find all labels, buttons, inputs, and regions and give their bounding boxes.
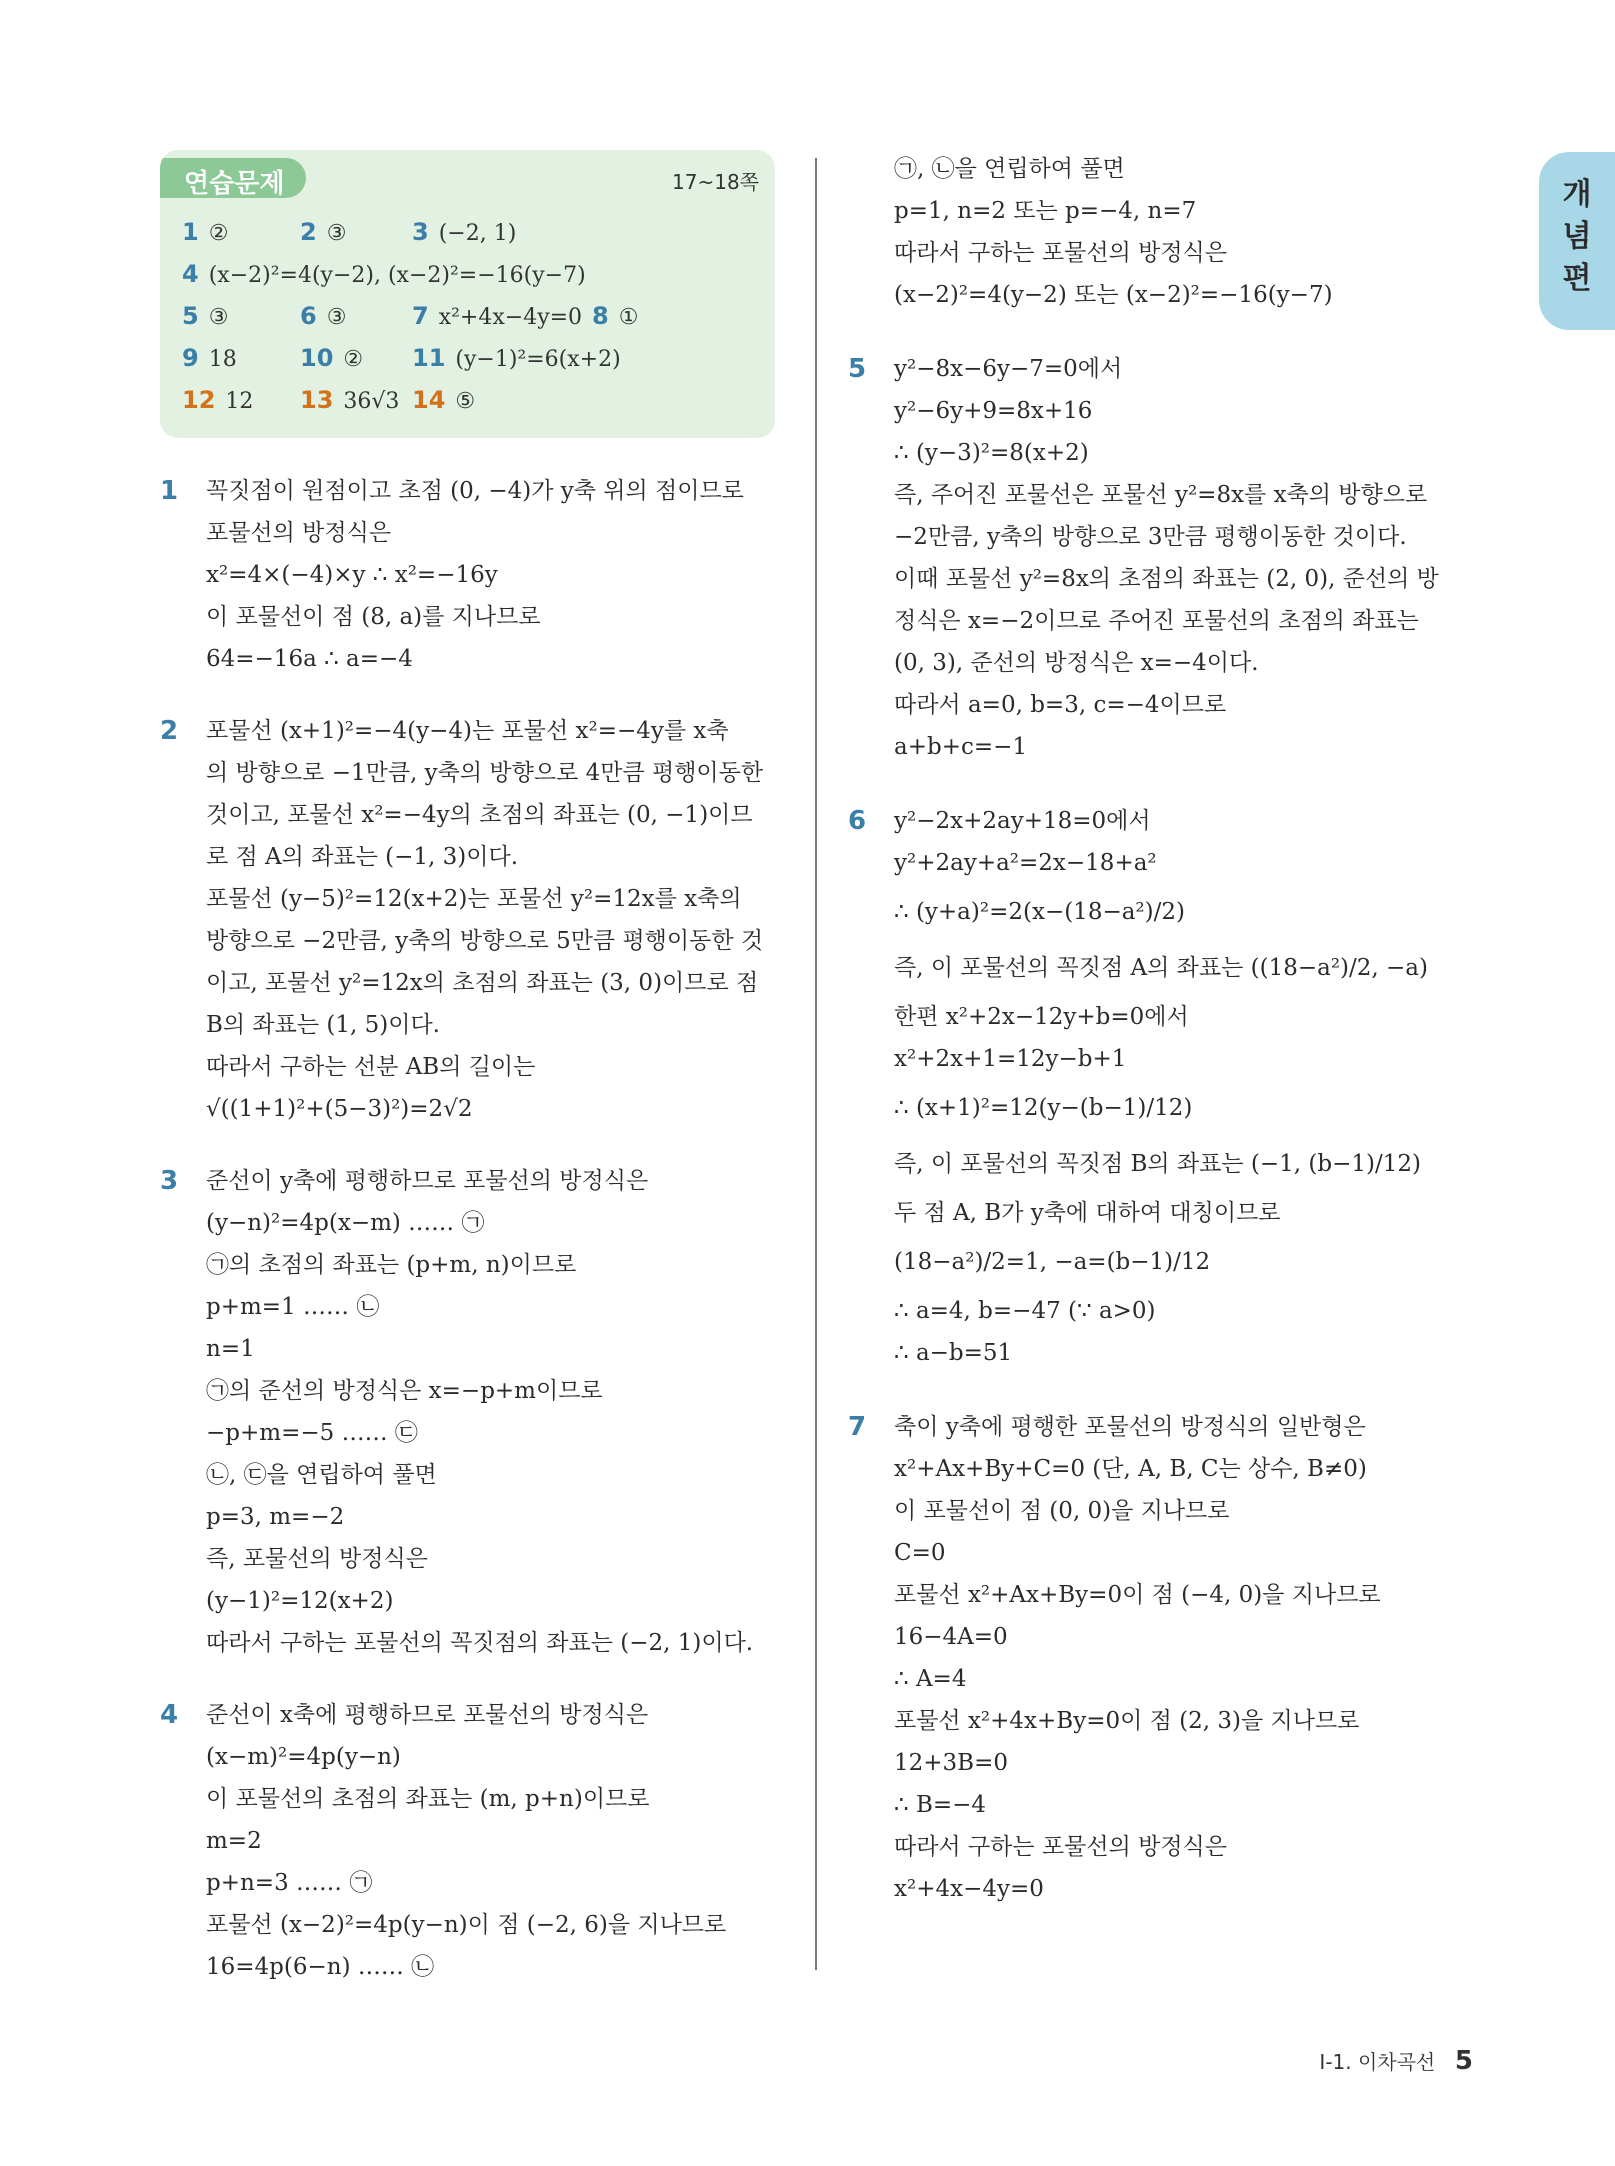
solution-line: 이고, 포물선 y²=12x의 초점의 좌표는 (3, 0)이므로 점 [206,970,759,996]
solution-body [894,1406,1488,1910]
answer-number: 13 [300,386,334,414]
solution-number: 4 [160,1700,179,1730]
answer-value: ③ [326,221,347,246]
solution-body [894,800,1488,1374]
answer-value: ② [343,347,364,372]
solution-line: p+m=1 …… ㉡ [206,1294,380,1320]
solution-line: 축이 y축에 평행한 포물선의 방정식의 일반형은 [894,1414,1366,1440]
solution-line: y²−8x−6y−7=0에서 [894,356,1123,382]
solution-line: x²+Ax+By+C=0 (단, A, B, C는 상수, B≠0) [894,1456,1367,1482]
solution-body [894,348,1488,768]
answer-item [412,298,582,336]
solution-number: 6 [848,806,867,836]
answer-value: ② [208,221,229,246]
solution-line: ∴ a=4, b=−47 (∵ a>0) [894,1298,1156,1324]
answer-value: 18 [208,347,237,372]
solution-line: (y−1)²=12(x+2) [206,1588,394,1614]
answer-value: ⑤ [455,389,476,414]
answer-value: (−2, 1) [438,221,517,246]
solution-line: ㉠의 초점의 좌표는 (p+m, n)이므로 [206,1252,577,1278]
solution-line: 정식은 x=−2이므로 주어진 포물선의 초점의 좌표는 [894,608,1419,634]
solution-line: (x−2)²=4(y−2) 또는 (x−2)²=−16(y−7) [894,282,1333,308]
solution-body [206,1160,780,1664]
solution-line: n=1 [206,1336,255,1362]
solution-line: 이때 포물선 y²=8x의 초점의 좌표는 (2, 0), 준선의 방 [894,566,1439,592]
answer-value: (x−2)²=4(y−2), (x−2)²=−16(y−7) [208,263,586,288]
solution-line: 이 포물선의 초점의 좌표는 (m, p+n)이므로 [206,1786,650,1812]
answer-value: (y−1)²=6(x+2) [455,347,621,372]
solution-line: 즉, 이 포물선의 꼭짓점 B의 좌표는 (−1, (b−1)/12) [894,1151,1421,1177]
practice-answer-box [160,150,775,438]
solution-line: 16−4A=0 [894,1624,1008,1650]
solution-line: 따라서 구하는 포물선의 방정식은 [894,1834,1227,1860]
answer-number: 4 [182,260,199,288]
solution-body [206,710,780,1130]
answer-number: 9 [182,344,199,372]
solution-line: ∴ a−b=51 [894,1340,1013,1366]
answer-number: 14 [412,386,446,414]
solution-body [206,1694,780,1988]
answer-item [300,214,346,252]
answer-number: 6 [300,302,317,330]
solution-line: 포물선 x²+4x+By=0이 점 (2, 3)을 지나므로 [894,1708,1360,1734]
page-number: 5 [1454,2046,1473,2076]
solution-line: ㉠의 준선의 방정식은 x=−p+m이므로 [206,1378,603,1404]
solution-line: 포물선의 방정식은 [206,520,392,546]
answer-item [182,382,253,420]
practice-title-tab [160,158,306,198]
answer-item [182,214,228,252]
answer-number: 5 [182,302,199,330]
answer-item [412,214,516,252]
answer-item [300,298,346,336]
solution-line: 꼭짓점이 원점이고 초점 (0, −4)가 y축 위의 점이므로 [206,478,744,504]
solution-number: 3 [160,1166,179,1196]
practice-page-range: 17~18쪽 [672,170,759,194]
section-side-tab [1539,152,1615,330]
solution-line: 로 점 A의 좌표는 (−1, 3)이다. [206,844,519,870]
column-divider [815,158,817,1970]
solution-line: 12+3B=0 [894,1750,1008,1776]
solution-line: 방향으로 −2만큼, y축의 방향으로 5만큼 평행이동한 것 [206,928,764,954]
solution-line: ∴ (x+1)²=12(y−(b−1)/12) [894,1095,1193,1121]
solution-line: 16=4p(6−n) …… ㉡ [206,1954,435,1980]
solution-line: 따라서 구하는 포물선의 꼭짓점의 좌표는 (−2, 1)이다. [206,1630,754,1656]
solution-line: p+n=3 …… ㉠ [206,1870,373,1896]
answer-item [182,256,586,294]
solution-line: C=0 [894,1540,946,1566]
answer-item [300,340,363,378]
solution-line: ∴ B=−4 [894,1792,987,1818]
solution-line: 따라서 a=0, b=3, c=−4이므로 [894,692,1227,718]
solution-line: (18−a²)/2=1, −a=(b−1)/12 [894,1249,1211,1275]
solution-line: y²−6y+9=8x+16 [894,398,1093,424]
solution-line: 즉, 이 포물선의 꼭짓점 A의 좌표는 ((18−a²)/2, −a) [894,955,1428,981]
answer-number: 7 [412,302,429,330]
solution-line: 두 점 A, B가 y축에 대하여 대칭이므로 [894,1200,1281,1226]
solution-number: 1 [160,476,179,506]
solution-line: 즉, 포물선의 방정식은 [206,1546,428,1572]
solution-line: 이 포물선이 점 (8, a)를 지나므로 [206,604,541,630]
solution-line: 즉, 주어진 포물선은 포물선 y²=8x를 x축의 방향으로 [894,482,1428,508]
answer-number: 1 [182,218,199,246]
practice-title: 연습문제 [184,169,285,199]
solution-line: 한편 x²+2x−12y+b=0에서 [894,1004,1189,1030]
answer-value: x²+4x−4y=0 [438,305,583,330]
solution-line: x²+2x+1=12y−b+1 [894,1046,1127,1072]
solution-line: ∴ (y+a)²=2(x−(18−a²)/2) [894,899,1185,925]
chapter-label: Ⅰ-1. 이차곡선 [1319,2050,1436,2074]
answer-item [412,382,475,420]
solution-line: 의 방향으로 −1만큼, y축의 방향으로 4만큼 평행이동한 [206,760,764,786]
answer-item [182,298,228,336]
solution-line: ㉠, ㉡을 연립하여 풀면 [894,156,1125,182]
solution-number: 7 [848,1412,867,1442]
answer-item [300,382,399,420]
solution-line: 따라서 구하는 포물선의 방정식은 [894,240,1227,266]
solution-body [206,470,780,680]
answer-value: 36√3 [343,389,400,414]
answer-value: 12 [225,389,254,414]
page-footer [1319,2046,1473,2076]
answer-number: 12 [182,386,216,414]
solution-line: 준선이 y축에 평행하므로 포물선의 방정식은 [206,1168,649,1194]
solution-line: (x−m)²=4p(y−n) [206,1744,401,1770]
solution-line: 포물선 x²+Ax+By=0이 점 (−4, 0)을 지나므로 [894,1582,1381,1608]
solution-line: ㉡, ㉢을 연립하여 풀면 [206,1462,437,1488]
solution-body [894,148,1488,316]
answer-number: 11 [412,344,446,372]
solution-line: B의 좌표는 (1, 5)이다. [206,1012,440,1038]
solution-line: 준선이 x축에 평행하므로 포물선의 방정식은 [206,1702,649,1728]
answer-number: 2 [300,218,317,246]
answer-number: 8 [592,302,609,330]
solution-line: x²+4x−4y=0 [894,1876,1044,1902]
solution-line: x²=4×(−4)×y ∴ x²=−16y [206,562,498,588]
solution-line: m=2 [206,1828,262,1854]
answer-value: ③ [208,305,229,330]
solution-line: y²+2ay+a²=2x−18+a² [894,850,1157,876]
solution-line: 포물선 (y−5)²=12(x+2)는 포물선 y²=12x를 x축의 [206,886,742,912]
solution-line: √((1+1)²+(5−3)²)=2√2 [206,1096,473,1122]
left-column [160,150,780,1980]
answer-item [412,340,621,378]
solution-line: 포물선 (x−2)²=4p(y−n)이 점 (−2, 6)을 지나므로 [206,1912,727,1938]
solution-line: (y−n)²=4p(x−m) …… ㉠ [206,1210,485,1236]
solution-line: ∴ (y−3)²=8(x+2) [894,440,1089,466]
solution-number: 5 [848,354,867,384]
answer-number: 3 [412,218,429,246]
solution-line: y²−2x+2ay+18=0에서 [894,808,1151,834]
answer-value: ③ [326,305,347,330]
solution-line: p=3, m=−2 [206,1504,345,1530]
solution-line: p=1, n=2 또는 p=−4, n=7 [894,198,1197,224]
solution-line: 이 포물선이 점 (0, 0)을 지나므로 [894,1498,1230,1524]
answer-value: ① [618,305,639,330]
solution-line: 따라서 구하는 선분 AB의 길이는 [206,1054,536,1080]
solution-line: ∴ A=4 [894,1666,967,1692]
solution-number: 2 [160,716,179,746]
solution-line: 것이고, 포물선 x²=−4y의 초점의 좌표는 (0, −1)이므 [206,802,753,828]
solution-line: (0, 3), 준선의 방정식은 x=−4이다. [894,650,1259,676]
solution-line: 포물선 (x+1)²=−4(y−4)는 포물선 x²=−4y를 x축 [206,718,729,744]
answer-item [182,340,237,378]
answer-number: 10 [300,344,334,372]
solution-line: −p+m=−5 …… ㉢ [206,1420,418,1446]
section-side-tab-label: 개 념 편 [1562,177,1592,296]
solution-line: a+b+c=−1 [894,734,1028,760]
answer-item [592,298,638,336]
solution-line: 64=−16a ∴ a=−4 [206,646,413,672]
solution-line: −2만큼, y축의 방향으로 3만큼 평행이동한 것이다. [894,524,1407,550]
